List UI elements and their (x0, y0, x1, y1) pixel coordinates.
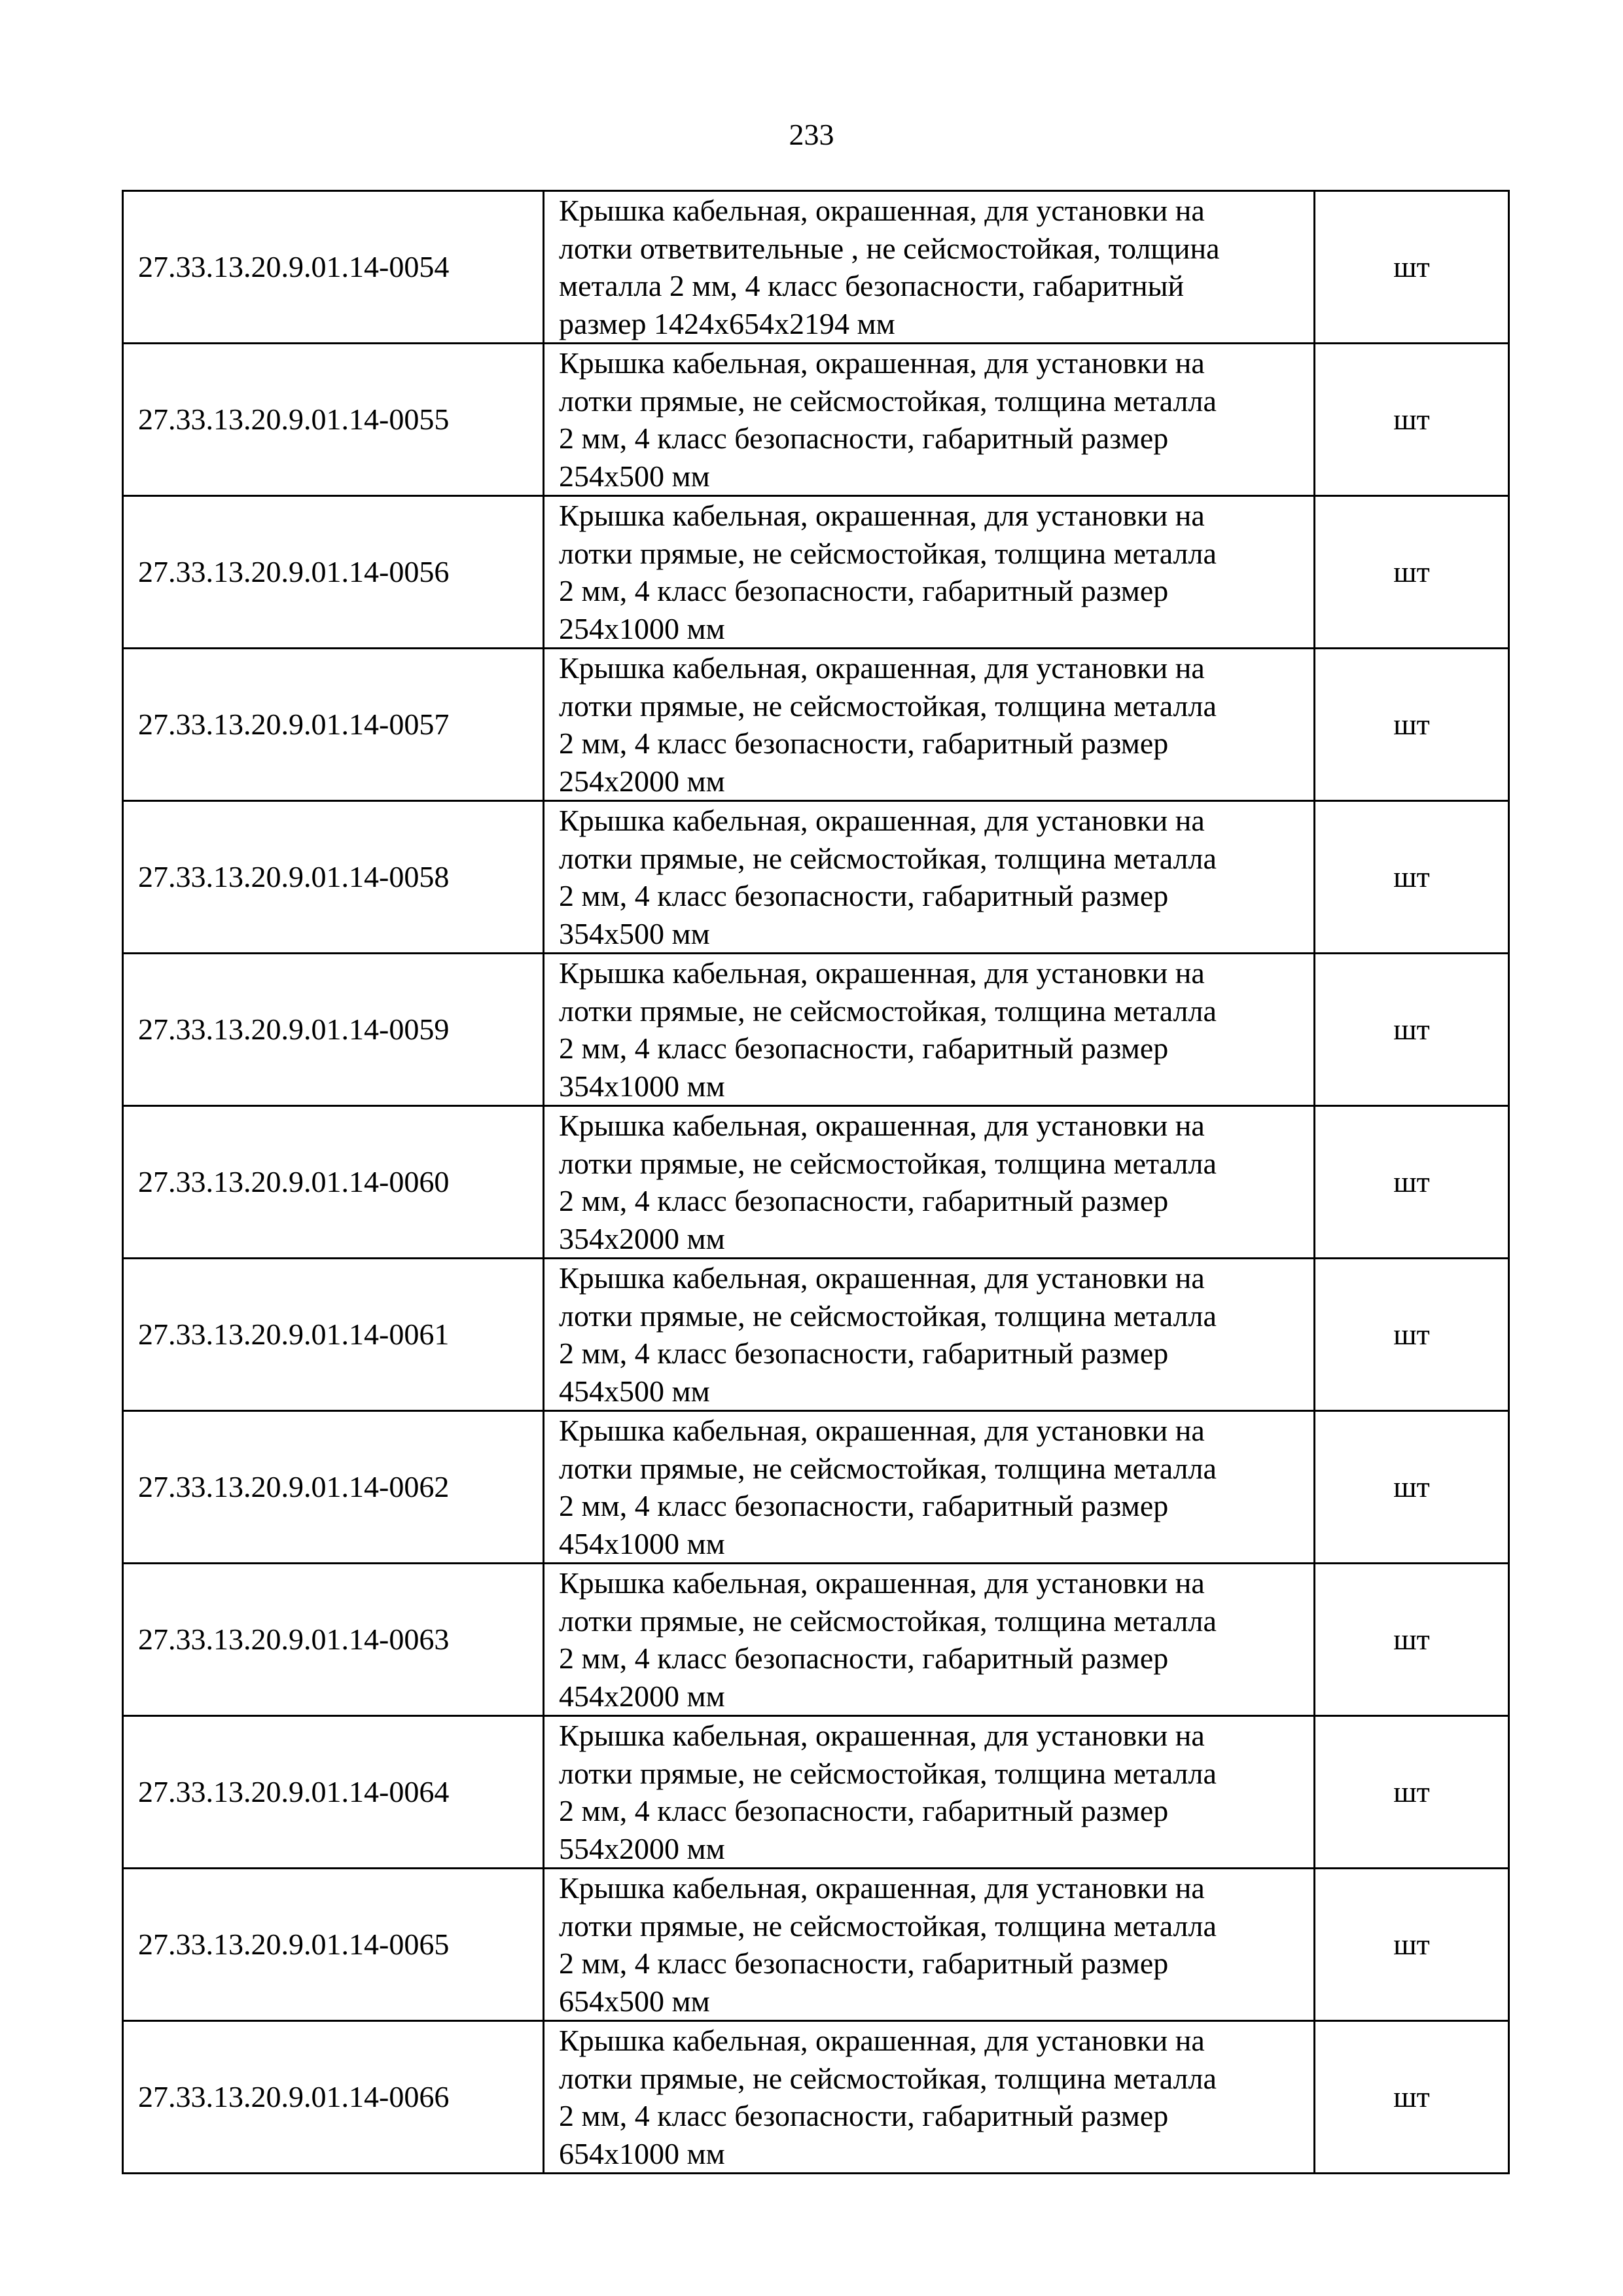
description-line: 354x500 мм (559, 916, 710, 950)
resource-code: 27.33.13.20.9.01.14-0062 (123, 1411, 544, 1564)
unit-of-measure: шт (1315, 1869, 1509, 2021)
table-row (123, 801, 1509, 954)
description-line: 454x500 мм (559, 1374, 710, 1408)
table-row (123, 1259, 1509, 1411)
description-line: 2 мм, 4 класс безопасности, габаритный размер (559, 1946, 1169, 1980)
resource-description (544, 2021, 1315, 2174)
resource-description (544, 1411, 1315, 1564)
resource-code: 27.33.13.20.9.01.14-0066 (123, 2021, 544, 2174)
description-line: Крышка кабельная, окрашенная, для установки на (559, 1719, 1205, 1752)
description-line: 254x2000 мм (559, 764, 725, 798)
description-line: 454x1000 мм (559, 1526, 725, 1560)
description-line: 2 мм, 4 класс безопасности, габаритный размер (559, 1794, 1169, 1827)
description-line: 654x1000 мм (559, 2136, 725, 2170)
description-line: 2 мм, 4 класс безопасности, габаритный размер (559, 1031, 1169, 1065)
resource-description (544, 1106, 1315, 1259)
resource-code: 27.33.13.20.9.01.14-0059 (123, 954, 544, 1106)
resource-code: 27.33.13.20.9.01.14-0061 (123, 1259, 544, 1411)
resource-description (544, 954, 1315, 1106)
description-line: 254x1000 мм (559, 611, 725, 645)
table-row (123, 496, 1509, 649)
unit-of-measure: шт (1315, 1716, 1509, 1869)
table-row (123, 2021, 1509, 2174)
resource-code: 27.33.13.20.9.01.14-0060 (123, 1106, 544, 1259)
resource-code: 27.33.13.20.9.01.14-0063 (123, 1564, 544, 1716)
table-row (123, 649, 1509, 801)
description-line: Крышка кабельная, окрашенная, для установки на (559, 1566, 1205, 1600)
unit-of-measure: шт (1315, 1106, 1509, 1259)
description-line: Крышка кабельная, окрашенная, для установки на (559, 1261, 1205, 1295)
description-line: лотки прямые, не сейсмостойкая, толщина металла (559, 1299, 1217, 1333)
description-line: Крышка кабельная, окрашенная, для установки на (559, 1414, 1205, 1447)
table-row (123, 1411, 1509, 1564)
description-line: лотки прямые, не сейсмостойкая, толщина металла (559, 1909, 1217, 1943)
resource-code: 27.33.13.20.9.01.14-0056 (123, 496, 544, 649)
description-line: лотки прямые, не сейсмостойкая, толщина металла (559, 1451, 1217, 1485)
unit-of-measure: шт (1315, 801, 1509, 954)
resource-code: 27.33.13.20.9.01.14-0054 (123, 191, 544, 344)
table-row (123, 1869, 1509, 2021)
resource-description (544, 649, 1315, 801)
unit-of-measure: шт (1315, 2021, 1509, 2174)
description-line: Крышка кабельная, окрашенная, для установки на (559, 346, 1205, 380)
unit-of-measure: шт (1315, 191, 1509, 344)
description-line: Крышка кабельная, окрашенная, для установки на (559, 1109, 1205, 1142)
resource-code: 27.33.13.20.9.01.14-0064 (123, 1716, 544, 1869)
description-line: Крышка кабельная, окрашенная, для установки на (559, 804, 1205, 837)
description-line: размер 1424x654x2194 мм (559, 306, 895, 340)
description-line: 2 мм, 4 класс безопасности, габаритный размер (559, 879, 1169, 912)
unit-of-measure: шт (1315, 496, 1509, 649)
description-line: 354x1000 мм (559, 1069, 725, 1103)
resource-code: 27.33.13.20.9.01.14-0057 (123, 649, 544, 801)
resource-description (544, 191, 1315, 344)
resource-code: 27.33.13.20.9.01.14-0058 (123, 801, 544, 954)
description-line: лотки прямые, не сейсмостойкая, толщина металла (559, 1756, 1217, 1790)
table-row (123, 954, 1509, 1106)
resource-code: 27.33.13.20.9.01.14-0055 (123, 344, 544, 496)
description-line: лотки прямые, не сейсмостойкая, толщина металла (559, 2061, 1217, 2095)
description-line: лотки прямые, не сейсмостойкая, толщина металла (559, 1146, 1217, 1180)
description-line: 2 мм, 4 класс безопасности, габаритный размер (559, 422, 1169, 455)
unit-of-measure: шт (1315, 649, 1509, 801)
unit-of-measure: шт (1315, 1564, 1509, 1716)
description-line: Крышка кабельная, окрашенная, для установки на (559, 956, 1205, 990)
description-line: 2 мм, 4 класс безопасности, габаритный размер (559, 1336, 1169, 1370)
description-line: металла 2 мм, 4 класс безопасности, габаритный (559, 269, 1185, 302)
description-line: Крышка кабельная, окрашенная, для установки на (559, 194, 1205, 227)
description-line: 554x2000 мм (559, 1831, 725, 1865)
resource-description (544, 1259, 1315, 1411)
description-line: 2 мм, 4 класс безопасности, габаритный размер (559, 574, 1169, 607)
resource-description (544, 496, 1315, 649)
resource-code: 27.33.13.20.9.01.14-0065 (123, 1869, 544, 2021)
table-row (123, 191, 1509, 344)
description-line: 2 мм, 4 класс безопасности, габаритный размер (559, 1489, 1169, 1522)
unit-of-measure: шт (1315, 344, 1509, 496)
description-line: лотки прямые, не сейсмостойкая, толщина металла (559, 841, 1217, 875)
unit-of-measure: шт (1315, 954, 1509, 1106)
resource-description (544, 801, 1315, 954)
table-row (123, 344, 1509, 496)
resource-table (122, 190, 1510, 2174)
description-line: 2 мм, 4 класс безопасности, габаритный размер (559, 726, 1169, 760)
table-row (123, 1716, 1509, 1869)
resource-description (544, 1564, 1315, 1716)
resource-description (544, 344, 1315, 496)
description-line: лотки прямые, не сейсмостойкая, толщина металла (559, 384, 1217, 418)
description-line: лотки прямые, не сейсмостойкая, толщина металла (559, 536, 1217, 570)
resource-description (544, 1716, 1315, 1869)
description-line: 354x2000 мм (559, 1221, 725, 1255)
unit-of-measure: шт (1315, 1411, 1509, 1564)
description-line: 654x500 мм (559, 1984, 710, 2018)
description-line: лотки прямые, не сейсмостойкая, толщина металла (559, 1604, 1217, 1638)
description-line: лотки ответвительные , не сейсмостойкая, толщина (559, 231, 1220, 265)
description-line: лотки прямые, не сейсмостойкая, толщина металла (559, 994, 1217, 1028)
resource-table-body (123, 191, 1509, 2174)
description-line: Крышка кабельная, окрашенная, для установки на (559, 651, 1205, 685)
description-line: Крышка кабельная, окрашенная, для установки на (559, 2024, 1205, 2057)
page-number: 233 (789, 118, 834, 151)
description-line: 454x2000 мм (559, 1679, 725, 1713)
description-line: 2 мм, 4 класс безопасности, габаритный размер (559, 2099, 1169, 2132)
description-line: Крышка кабельная, окрашенная, для установки на (559, 499, 1205, 532)
unit-of-measure: шт (1315, 1259, 1509, 1411)
description-line: лотки прямые, не сейсмостойкая, толщина металла (559, 689, 1217, 723)
description-line: 2 мм, 4 класс безопасности, габаритный размер (559, 1184, 1169, 1217)
table-row (123, 1564, 1509, 1716)
description-line: Крышка кабельная, окрашенная, для установки на (559, 1871, 1205, 1905)
description-line: 2 мм, 4 класс безопасности, габаритный размер (559, 1641, 1169, 1675)
description-line: 254x500 мм (559, 459, 710, 493)
resource-description (544, 1869, 1315, 2021)
table-row (123, 1106, 1509, 1259)
